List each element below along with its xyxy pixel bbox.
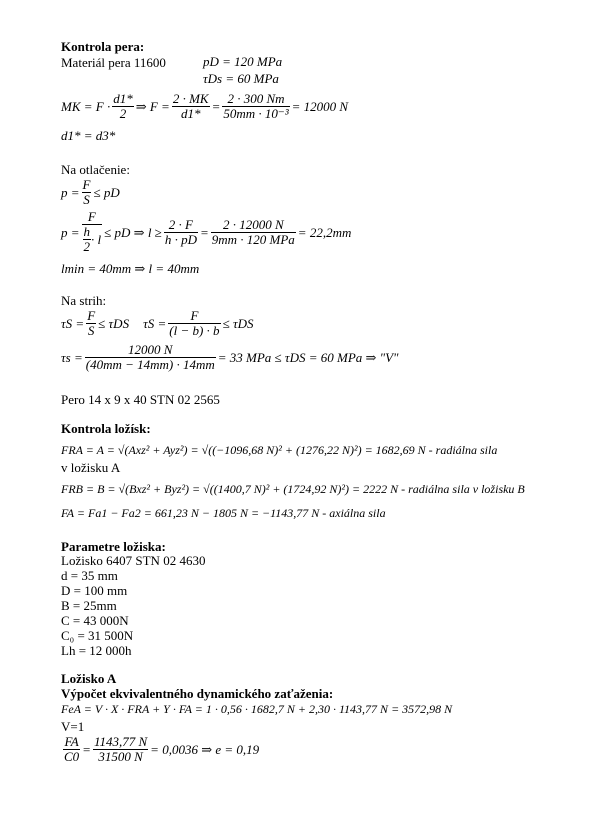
strih-eq2: τs = $\frac{12000 N}{(40mm - 14mm) \cdot 14mm}$ = 33 MPa ≤ τDS = 60 MPa ⇒ "V" [61, 342, 399, 372]
fa-equation: FA = Fa1 − Fa2 = 661,23 N − 1805 N = −1143,77 N - axiálna sila [61, 506, 386, 520]
section-subtitle-lozisko-a: Výpočet ekvivalentného dynamického zaťaženia: [61, 686, 334, 701]
section-title-lozisko-a: Ložisko A [61, 671, 117, 686]
strih-eq1: τS = $\frac{F}{S}$ ≤ τDS τS = $\frac{F}{(l - b) \cdot b}$ ≤ τDS [61, 308, 254, 338]
param-item: Ložisko 6407 STN 02 4630 [61, 553, 206, 568]
param-item: C₀ = 31 500N [61, 628, 134, 643]
param-item: D = 100 mm [61, 583, 128, 598]
otlacenie-eq1: p = $\frac{F}{S}$ ≤ pD [61, 177, 120, 207]
fra-continuation: v ložisku A [61, 460, 121, 475]
td-value: τDs = 60 MPa [203, 71, 279, 86]
pero-spec: Pero 14 x 9 x 40 STN 02 2565 [61, 392, 220, 407]
param-item: B = 25mm [61, 598, 117, 613]
section-title-strih: Na strih: [61, 293, 107, 308]
otlacenie-eq2: p = F $\frac{h}{2}$ · l ≤ pD ⇒ l ≥ $\frac{2 \cdot F}{h \cdot pD}$ = $\frac{2 \cdot 12000 N}{\text{9mm · 120 MPa}}$ = 22,2mm [61, 209, 352, 254]
section-title-otlacenie: Na otlačenie: [61, 162, 130, 177]
section-title-parametre: Parametre ložiska: [61, 539, 166, 554]
d-equation: d1* = d3* [61, 128, 116, 143]
param-item: C = 43 000N [61, 613, 129, 628]
pd-value: pD = 120 MPa [203, 54, 283, 69]
fea-equation: FeA = V · X · FRA + Y · FA = 1 · 0,56 · 1682,7 N + 2,30 · 1143,77 N = 3572,98 N [61, 702, 453, 716]
mk-equation: MK = F · $\frac{d1*}{2}$ ⇒ F = $\frac{2 \cdot MK}{d1*}$ = $\frac{2 \cdot 300 Nm}{\text{50mm · 10⁻³}}$ = 12000 N [61, 91, 349, 121]
section-title-pera: Kontrola pera: [61, 39, 145, 54]
e-equation: $\frac{FA}{C0}$ = $\frac{1143,77 N}{31500 N}$ = 0,0036 ⇒ e = 0,19 [64, 734, 260, 764]
frb-equation: FRB = B = √(Bxz² + Byz²) = √((1400,7 N)² + (1724,92 N)²) = 2222 N - radiálna sila v ložisku B [61, 482, 525, 496]
lmin-equation: lmin = 40mm ⇒ l = 40mm [61, 261, 200, 276]
section-title-loziska: Kontrola ložísk: [61, 421, 151, 436]
v-value: V=1 [61, 719, 85, 734]
fra-equation: FRA = A = √(Axz² + Ayz²) = √((−1096,68 N)² + (1276,22 N)²) = 1682,69 N - radiálna sila [61, 443, 498, 457]
param-item: Lh = 12 000h [61, 643, 132, 658]
param-item: d = 35 mm [61, 568, 118, 583]
material-text: Materiál pera 11600 [61, 55, 166, 70]
